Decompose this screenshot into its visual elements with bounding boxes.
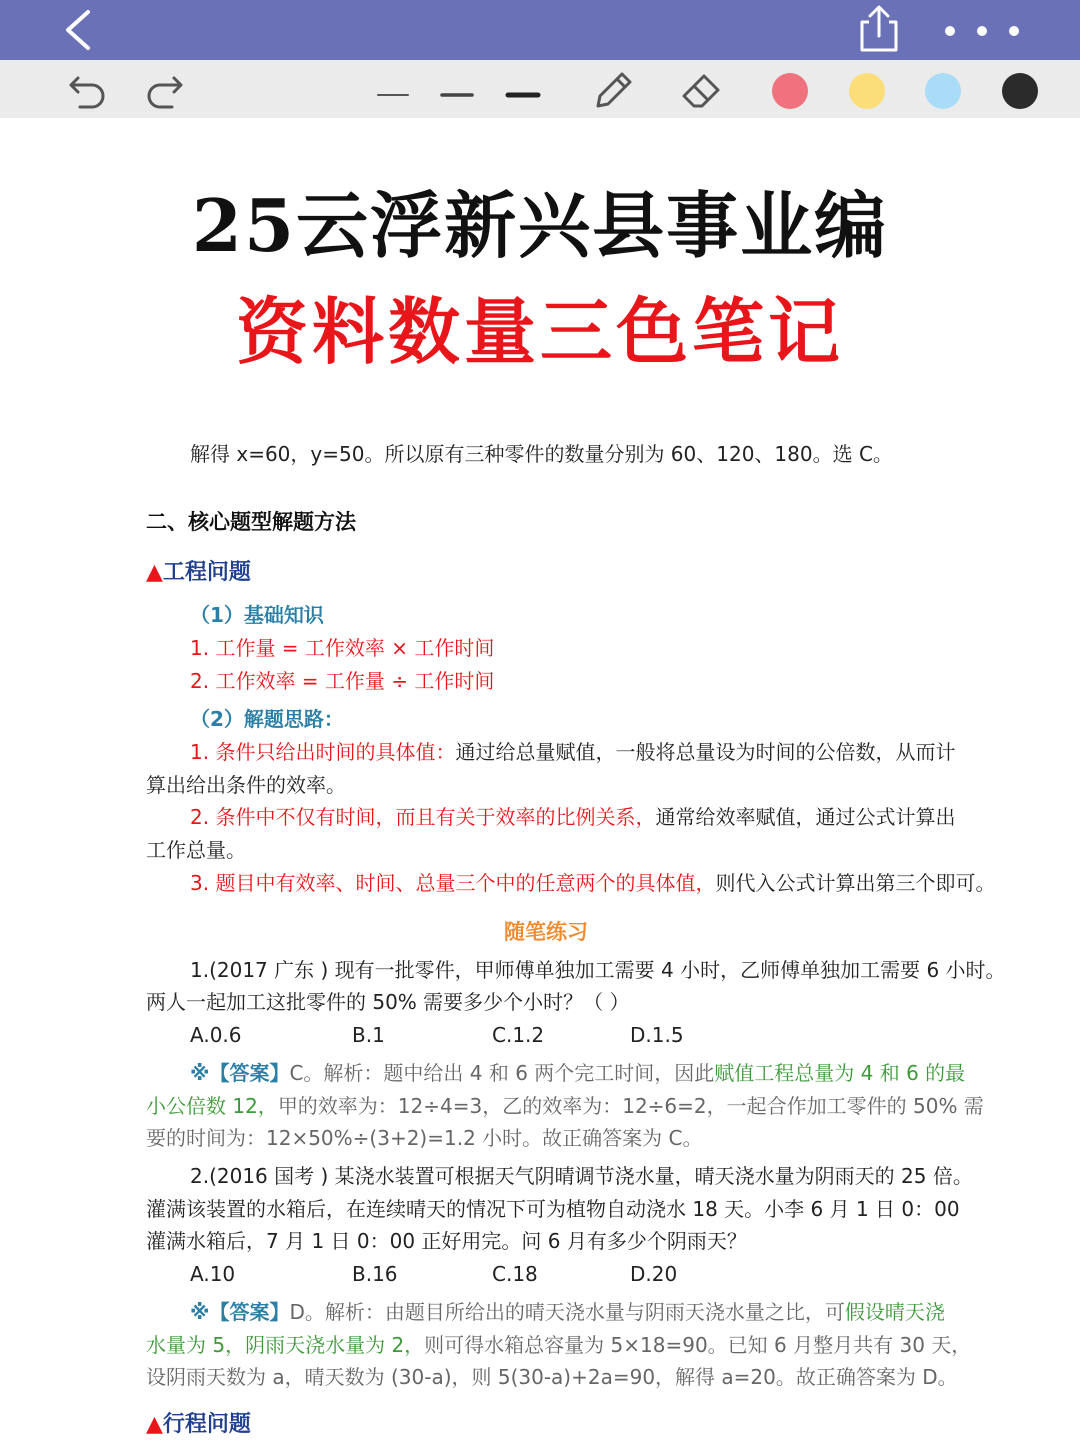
approach-point-2-text: 通常给效率赋值，通过公式计算出 bbox=[655, 805, 956, 829]
approach-point-3-text: 则代入公式计算出第三个即可。 bbox=[715, 871, 996, 895]
q1-answer-mark: ※【答案】 bbox=[190, 1061, 290, 1085]
approach-point-1 bbox=[190, 736, 955, 769]
topic-label: 工程问题 bbox=[162, 560, 251, 585]
q2-answer-highlight: 假设晴天浇 bbox=[844, 1300, 945, 1324]
triangle-marker-icon: ▲ bbox=[146, 1412, 163, 1437]
q2-option-d: D.20 bbox=[630, 1262, 678, 1286]
approach-point-1-key: 1. 条件只给出时间的具体值： bbox=[190, 740, 456, 764]
q2-answer-highlight-cont: 水量为 5，阴雨天浇水量为 2， bbox=[146, 1333, 425, 1357]
q1-answer-text: C。解析：题中给出 4 和 6 两个完工时间，因此 bbox=[289, 1061, 715, 1085]
q1-line1: 1.(2017 广东 ) 现有一批零件，甲师傅单独加工需要 4 小时，乙师傅单独加工需要 6 小时。 bbox=[190, 958, 1006, 982]
color-blue-swatch[interactable] bbox=[925, 73, 961, 109]
q1-option-b: B.1 bbox=[352, 1023, 385, 1047]
triangle-marker-icon: ▲ bbox=[146, 560, 163, 585]
q2-answer-line1 bbox=[190, 1296, 945, 1329]
approach-point-2-cont: 工作总量。 bbox=[146, 838, 246, 862]
approach-point-3 bbox=[190, 867, 995, 900]
redo-icon bbox=[142, 66, 186, 112]
q2-option-c: C.18 bbox=[492, 1262, 538, 1286]
doc-title-line2: 资料数量三色笔记 bbox=[235, 289, 844, 374]
q1-answer-highlight: 赋值工程总量为 4 和 6 的最 bbox=[714, 1061, 966, 1085]
pen-size-medium-button[interactable] bbox=[440, 66, 474, 112]
more-options-button[interactable] bbox=[936, 16, 1032, 46]
color-yellow-swatch[interactable] bbox=[849, 73, 885, 109]
approach-point-2-key: 2. 条件中不仅有时间，而且有关于效率的比例关系， bbox=[190, 805, 656, 829]
line-medium-icon bbox=[440, 66, 474, 112]
practice-heading: 随笔练习 bbox=[504, 920, 588, 944]
undo-icon bbox=[66, 66, 110, 112]
share-button[interactable] bbox=[856, 4, 902, 54]
q1-answer-line2 bbox=[146, 1090, 984, 1123]
top-app-bar bbox=[0, 0, 1080, 60]
approach-point-2 bbox=[190, 801, 955, 834]
q1-line2: 两人一起加工这批零件的 50% 需要多少个小时？（ ） bbox=[146, 990, 630, 1014]
q2-line2: 灌满该装置的水箱后，在连续晴天的情况下可为植物自动浇水 18 天。小李 6 月 1 日 0：00 bbox=[146, 1197, 960, 1221]
section-heading: 二、核心题型解题方法 bbox=[146, 510, 356, 534]
q2-answer-line2 bbox=[146, 1329, 971, 1362]
q2-answer-text: D。解析：由题目所给出的晴天浇水量与阴雨天浇水量之比，可 bbox=[289, 1300, 845, 1324]
q2-answer-line3: 设阴雨天数为 a，晴天数为 (30-a)，则 5(30-a)+2a=90，解得 a=20。故正确答案为 D。 bbox=[146, 1365, 958, 1389]
doc-title-line1: 25云浮新兴县事业编 bbox=[191, 183, 889, 268]
approach-point-1-text: 通过给总量赋值，一般将总量设为时间的公倍数，从而计 bbox=[455, 740, 956, 764]
line-thin-icon bbox=[376, 66, 410, 112]
formula-2: 2. 工作效率 = 工作量 ÷ 工作时间 bbox=[190, 669, 495, 693]
chevron-left-icon bbox=[58, 8, 102, 52]
topic-travel-heading bbox=[146, 1408, 251, 1440]
approach-point-1-cont: 算出给出条件的效率。 bbox=[146, 773, 346, 797]
redo-button[interactable] bbox=[142, 66, 186, 112]
back-button[interactable] bbox=[58, 8, 102, 52]
q1-option-a: A.0.6 bbox=[190, 1023, 242, 1047]
pen-size-thick-button[interactable] bbox=[505, 66, 541, 112]
formula-1: 1. 工作量 = 工作效率 × 工作时间 bbox=[190, 636, 495, 660]
pencil-icon bbox=[590, 66, 636, 112]
color-black-swatch[interactable] bbox=[1002, 73, 1038, 109]
q2-answer-mark: ※【答案】 bbox=[190, 1300, 290, 1324]
pencil-tool-button[interactable] bbox=[590, 66, 636, 112]
q1-answer-line3: 要的时间为：12×50%÷(3+2)=1.2 小时。故正确答案为 C。 bbox=[146, 1126, 703, 1150]
q1-option-d: D.1.5 bbox=[630, 1023, 684, 1047]
q1-answer-line1 bbox=[190, 1057, 965, 1090]
basic-knowledge-heading: （1）基础知识 bbox=[190, 603, 324, 627]
line-thick-icon bbox=[505, 66, 541, 112]
color-pink-swatch[interactable] bbox=[772, 73, 808, 109]
pen-size-thin-button[interactable] bbox=[376, 66, 410, 112]
topic-engineering-heading bbox=[146, 556, 251, 589]
undo-button[interactable] bbox=[66, 66, 110, 112]
q1-answer-highlight-cont: 小公倍数 12， bbox=[146, 1094, 278, 1118]
q2-option-b: B.16 bbox=[352, 1262, 398, 1286]
q2-option-a: A.10 bbox=[190, 1262, 236, 1286]
solution-line: 解得 x=60，y=50。所以原有三种零件的数量分别为 60、120、180。选 C。 bbox=[190, 442, 893, 466]
annotation-toolbar bbox=[0, 60, 1080, 118]
q1-answer-text-cont: 甲的效率为：12÷4=3，乙的效率为：12÷6=2，一起合作加工零件的 50% 需 bbox=[277, 1094, 984, 1118]
q2-answer-text-cont: 则可得水箱总容量为 5×18=90。已知 6 月整月共有 30 天， bbox=[424, 1333, 972, 1357]
q1-option-c: C.1.2 bbox=[492, 1023, 545, 1047]
more-dots-icon bbox=[936, 16, 1032, 46]
share-icon bbox=[856, 4, 902, 54]
approach-point-3-key: 3. 题目中有效率、时间、总量三个中的任意两个的具体值， bbox=[190, 871, 716, 895]
approach-heading: （2）解题思路： bbox=[190, 707, 344, 731]
q2-line1: 2.(2016 国考 ) 某浇水装置可根据天气阴晴调节浇水量，晴天浇水量为阴雨天的 25 倍。 bbox=[190, 1164, 973, 1188]
eraser-tool-button[interactable] bbox=[678, 66, 724, 112]
topic-label: 行程问题 bbox=[162, 1412, 251, 1437]
eraser-icon bbox=[678, 66, 724, 112]
q2-line3: 灌满水箱后，7 月 1 日 0：00 正好用完。问 6 月有多少个阴雨天？ bbox=[146, 1229, 747, 1253]
